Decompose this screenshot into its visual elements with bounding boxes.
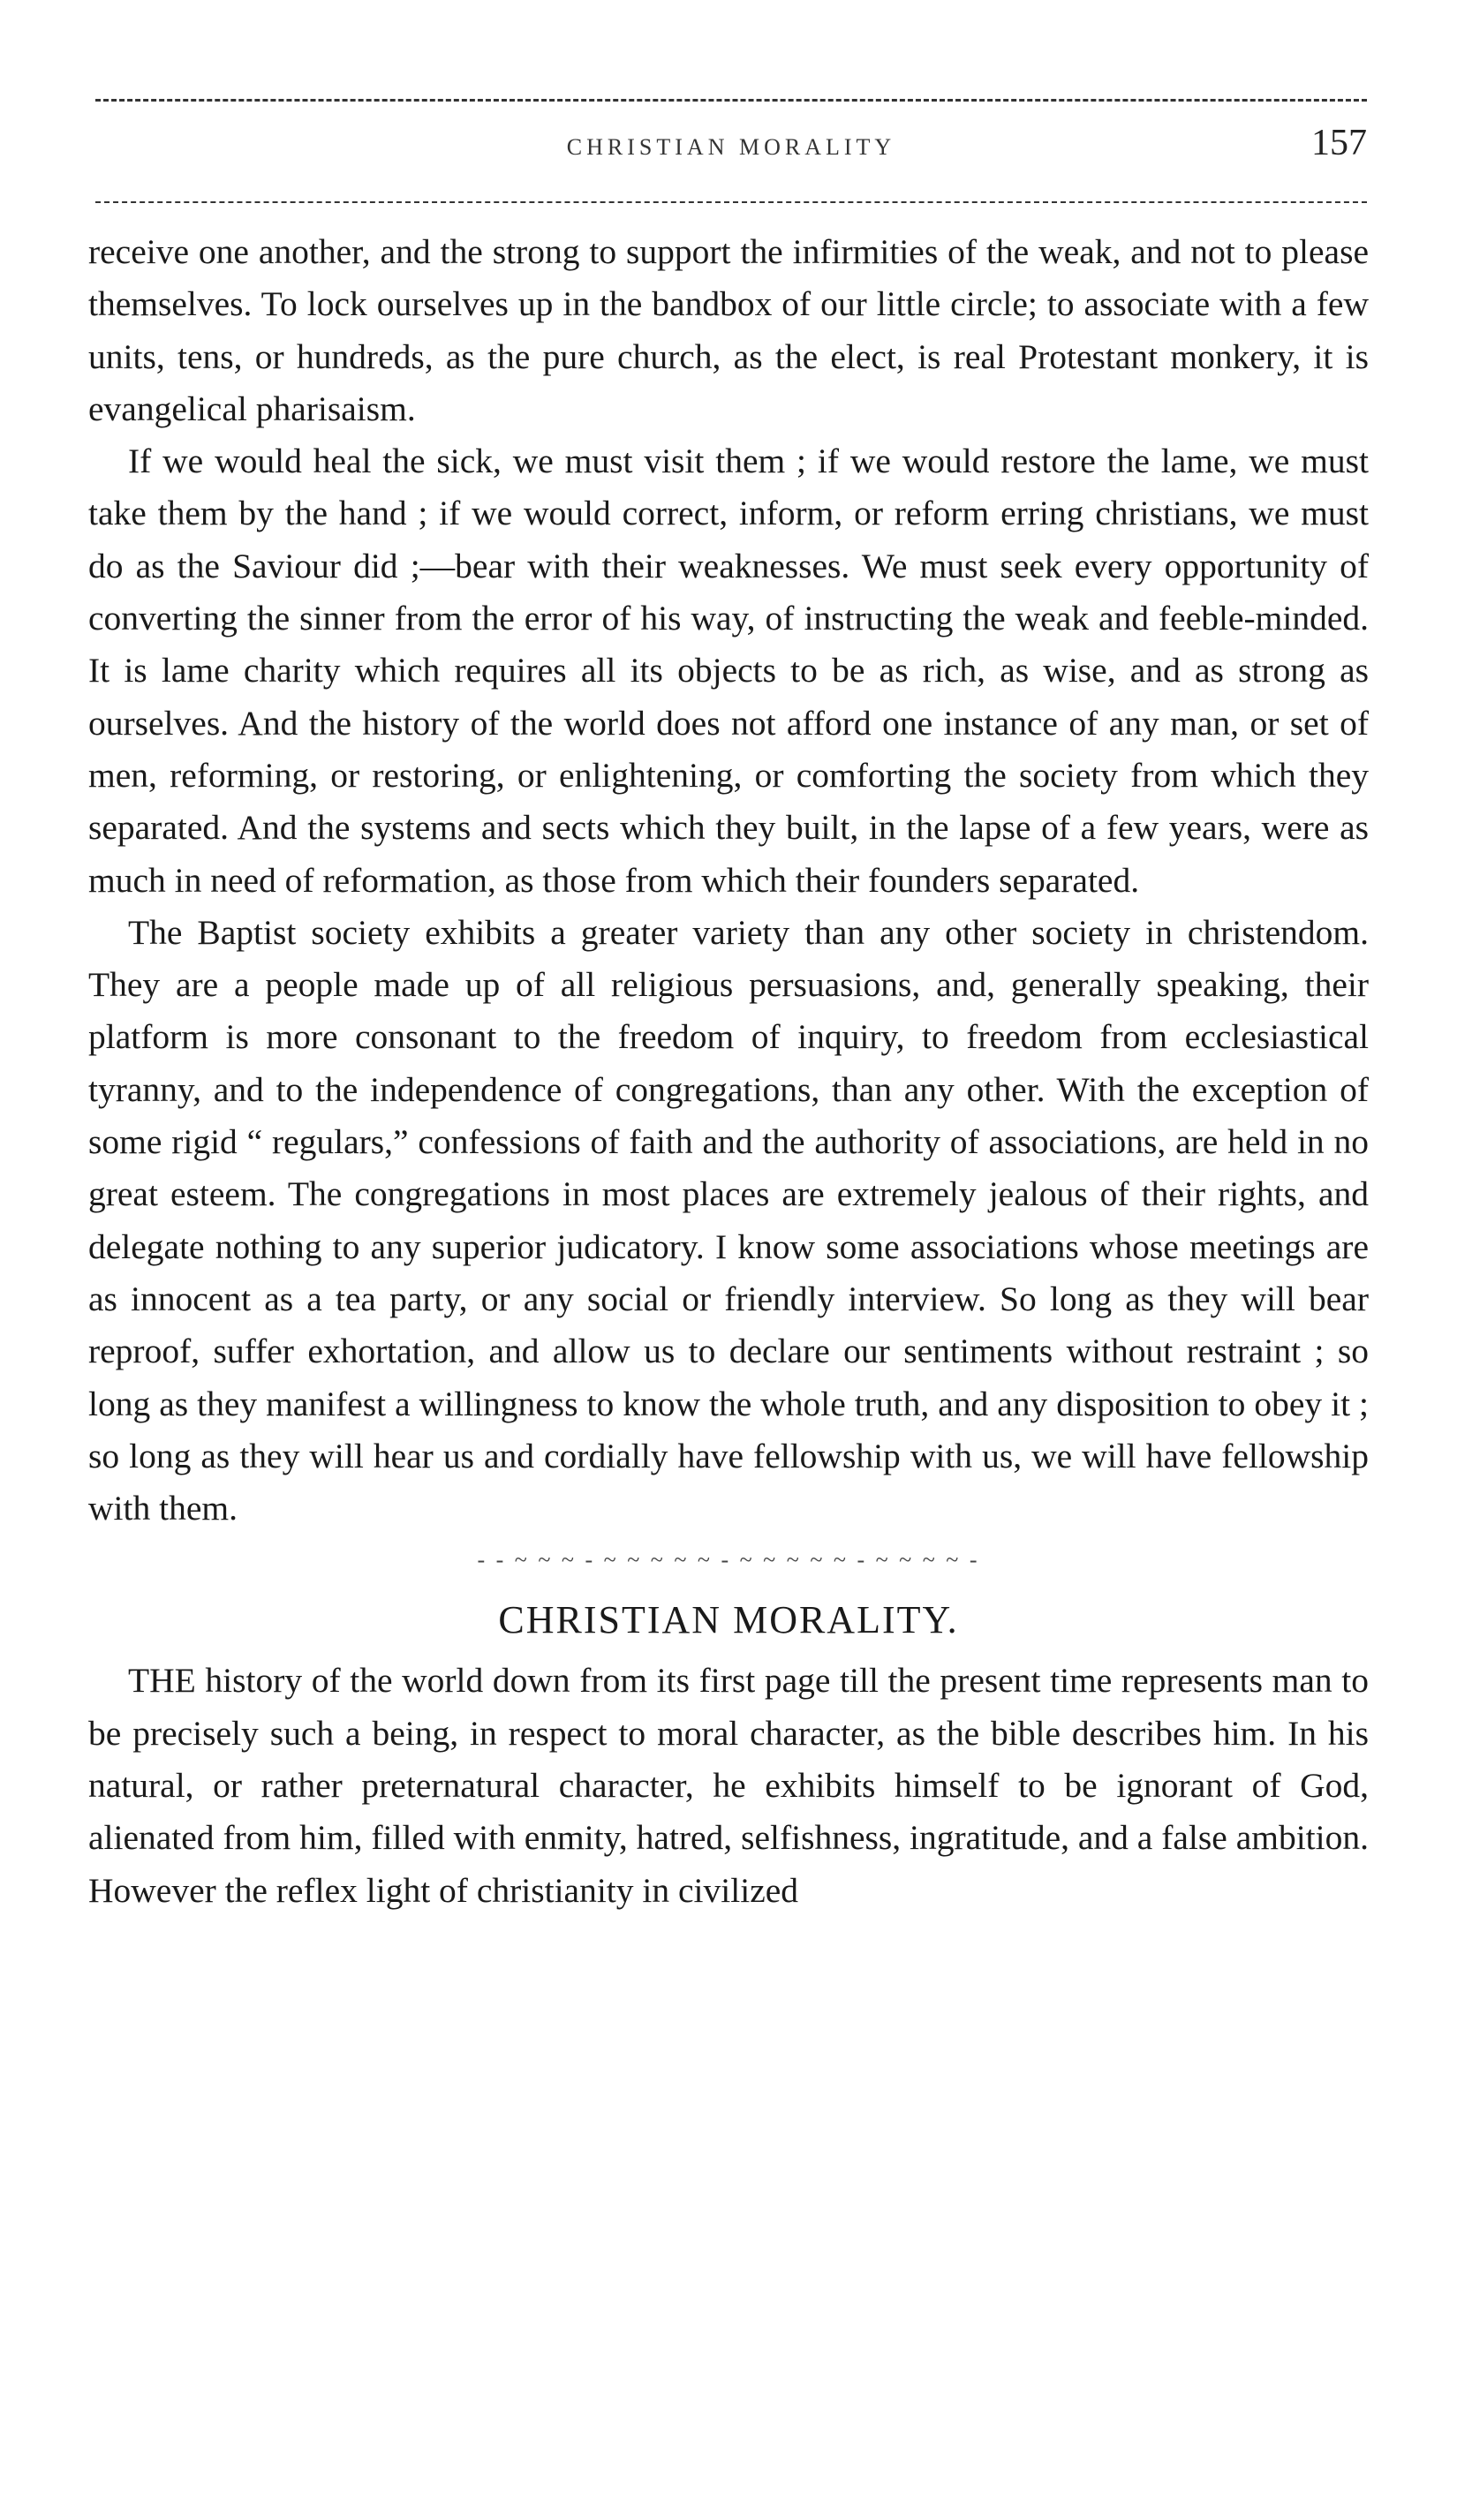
section-title: CHRISTIAN MORALITY.	[498, 1598, 959, 1642]
header-rule-top	[95, 99, 1367, 102]
running-head	[95, 122, 1367, 175]
paragraph-christian-morality: THE history of the world down from its first page till the present time represents man to be precisely such a being, in respect to moral character, as the bible describes him. In his natural, or rather preternatural character, he exhibits himself to be ignorant of God, alienated from him, filled with enmity, hatred, selfishness, ingratitude, and a false ambition. However the reflex light of christianity in civilized	[88, 1661, 1369, 1910]
paragraph-baptist-society: The Baptist society exhibits a greater variety than any other society in christendom. They are a people made up of all religious persuasions, and, generally speaking, their platform is more consonant to the freedom of inquiry, to freedom from ecclesiastical tyranny, and to the independence of congregations, than any other. With the exception of some rigid “ regulars,” confessions of faith and the authority of associations, are held in no great esteem. The congregations in most places are extremely jealous of their rights, and delegate nothing to any superior judicatory. I know some associations whose meetings are as innocent as a tea party, or any social or friendly interview. So long as they will bear reproof, suffer exhortation, and allow us to declare our sentiments without restraint ; so long as they manifest a willingness to know the whole truth, and any disposition to obey it ; so long as they will hear us and cordially have fellowship with us, we will have fellowship with them.	[88, 912, 1369, 1528]
running-title: CHRISTIAN MORALITY	[566, 134, 896, 160]
paragraph-heal-the-sick: If we would heal the sick, we must visit them ; if we would restore the lame, we must take them by the hand ; if we would correct, inform, or reform erring christians, we must do as the Saviour did ;—bear with their weaknesses. We must seek every opportunity of converting the sinner from the error of his way, of instructing the weak and feeble-minded. It is lame charity which requires all its objects to be as rich, as wise, and as strong as ourselves. And the history of the world does not afford one instance of any man, or set of men, reforming, or restoring, or enlightening, or comforting the society from which they separated. And the systems and sects which they built, in the lapse of a few years, were as much in need of reformation, as those from which their founders separated.	[88, 441, 1369, 900]
page-number: 157	[1311, 123, 1367, 163]
header-rule-bottom	[95, 201, 1367, 203]
ornamental-divider: - - ~ ~ ~ - ~ ~ ~ ~ ~ - ~ ~ ~ ~ ~ - ~ ~ ~ ~ -	[477, 1547, 980, 1573]
body-text	[88, 226, 1369, 1917]
paragraph-continued: receive one another, and the strong to support the infirmities of the weak, and not to please themselves. To lock ourselves up in the bandbox of our little circle; to associate with a few units, tens, or hundreds, as the pure church, as the elect, is real Protestant monkery, it is evangelical pharisaism.	[88, 232, 1369, 428]
